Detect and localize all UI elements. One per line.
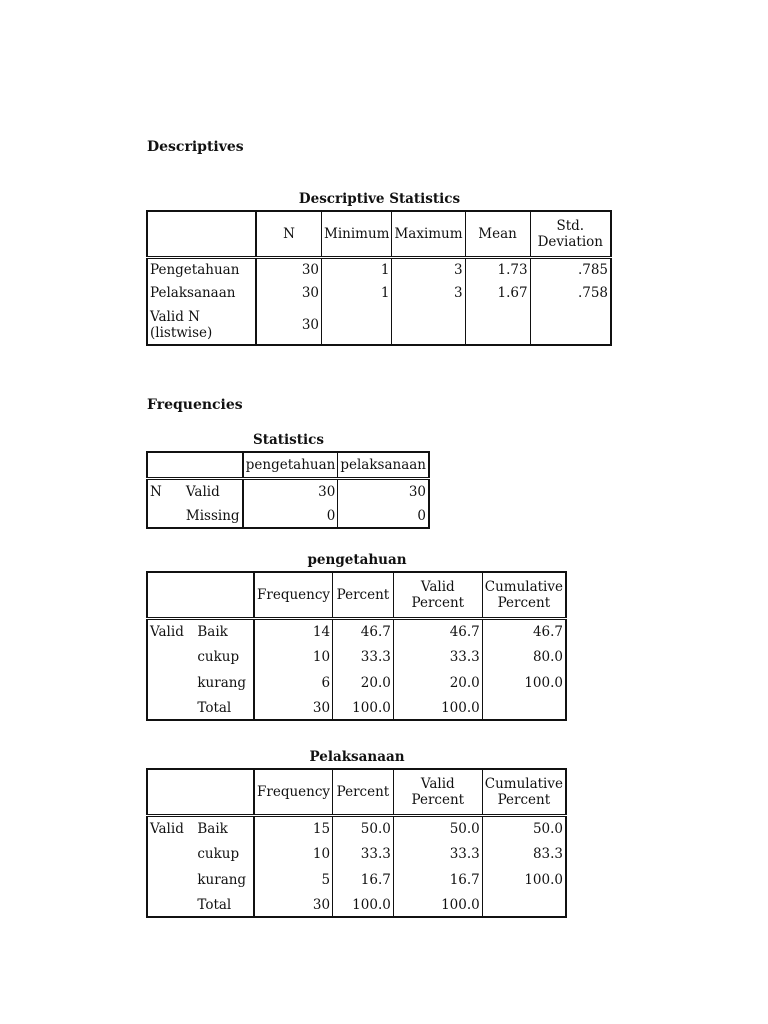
header-pelaksanaan: pelaksanaan [338,452,429,478]
cell-mean: 1.73 [465,257,530,281]
cell-valid-percent: 16.7 [393,867,482,893]
cell-valid-percent: 50.0 [393,815,482,841]
table-row [147,815,566,841]
header-cell-empty [184,452,243,478]
row-label-line1: Valid N [150,308,200,325]
header-frequency: Frequency [254,769,333,815]
cell-pelaksanaan: 0 [338,504,429,528]
header-maximum: Maximum [392,211,465,257]
cell-sd [530,305,611,345]
row-label: Total [197,699,232,716]
header-frequency: Frequency [254,572,333,618]
row-label: Pengetahuan [147,257,256,281]
cell-sd: .785 [530,257,611,281]
cell-percent: 33.3 [333,644,394,670]
row-label [147,305,256,345]
descriptive-statistics-title: Descriptive Statistics [298,191,461,207]
cell-percent: 16.7 [333,867,394,893]
row-group-label: Valid [147,618,195,644]
header-cell-empty [147,211,256,257]
header-cell-empty [147,572,195,618]
cell-frequency: 30 [254,893,333,917]
row-group-label: N [147,478,184,504]
statistics-title: Statistics [253,432,324,448]
row-group-label: Valid [147,815,195,841]
row-label: Pelaksanaan [150,285,236,301]
header-cell-empty [195,769,254,815]
cell-mean: 1.67 [465,281,530,305]
header-cumulative-percent [482,572,566,618]
row-group-label [147,696,195,720]
cell-frequency: 14 [254,618,333,644]
row-group-label [147,841,195,867]
header-std-deviation [530,211,611,257]
cell-frequency: 10 [254,841,333,867]
pengetahuan-frequency-table [146,571,567,721]
header-percent: Percent [333,769,394,815]
descriptives-heading: Descriptives [147,139,244,155]
header-valid-line1: Valid [420,775,455,792]
header-percent: Percent [333,572,394,618]
table-header-row [147,769,566,815]
cell-sd: .758 [530,281,611,305]
cell-n: 30 [256,281,322,305]
cell-frequency: 6 [254,670,333,696]
table-row [147,257,611,281]
cell-cumulative-percent: 100.0 [482,670,566,696]
cell-pelaksanaan: 30 [338,478,429,504]
header-valid-line2: Percent [411,791,465,808]
table-row [147,281,611,305]
cell-mean [465,305,530,345]
header-minimum: Minimum [322,211,392,257]
pelaksanaan-frequency-table [146,768,567,918]
cell-valid-percent: 46.7 [393,618,482,644]
table-row [147,696,566,720]
table-header-row [147,211,611,257]
cell-valid-percent: 33.3 [393,841,482,867]
cell-valid-percent: 33.3 [393,644,482,670]
table-row [147,644,566,670]
header-cum-line2: Percent [497,791,551,808]
cell-cumulative-percent [482,696,566,720]
cell-percent: 100.0 [333,893,394,917]
row-label: kurang [197,872,247,888]
header-cell-empty [147,452,184,478]
cell-pengetahuan: 0 [243,504,338,528]
header-cum-line1: Cumulative [484,775,563,792]
header-std-line2: Deviation [537,233,603,250]
header-mean: Mean [465,211,530,257]
row-label: Valid [184,478,243,504]
pelaksanaan-title: Pelaksanaan [309,749,405,765]
table-row [147,305,611,345]
descriptive-statistics-table [146,210,612,346]
cell-n: 30 [256,257,322,281]
cell-frequency: 10 [254,644,333,670]
cell-cumulative-percent: 83.3 [482,841,566,867]
row-label: Total [197,896,232,913]
row-group-label [147,867,195,893]
header-valid-line2: Percent [411,594,465,611]
cell-percent: 46.7 [333,618,394,644]
row-group-label [147,893,195,917]
cell-min: 1 [322,257,392,281]
header-pengetahuan: pengetahuan [243,452,338,478]
cell-max: 3 [392,281,465,305]
header-valid-percent [393,769,482,815]
table-row [147,504,429,528]
row-group-label [147,504,184,528]
row-label: Missing [185,507,240,524]
table-row [147,893,566,917]
table-row [147,841,566,867]
header-std-line1: Std. [556,217,585,234]
cell-cumulative-percent [482,893,566,917]
header-cumulative-percent [482,769,566,815]
row-label: kurang [197,675,247,691]
table-header-row [147,452,429,478]
cell-frequency: 30 [254,696,333,720]
cell-pengetahuan: 30 [243,478,338,504]
row-label: Baik [195,618,254,644]
cell-frequency: 5 [254,867,333,893]
cell-percent: 20.0 [333,670,394,696]
cell-percent: 33.3 [333,841,394,867]
row-label: cukup [197,846,240,862]
cell-min: 1 [322,281,392,305]
header-cell-empty [147,769,195,815]
header-valid-percent [393,572,482,618]
cell-valid-percent: 20.0 [393,670,482,696]
pengetahuan-title: pengetahuan [307,552,407,568]
cell-n: 30 [256,305,322,345]
header-n: N [256,211,322,257]
table-row [147,867,566,893]
cell-cumulative-percent: 50.0 [482,815,566,841]
row-group-label [147,670,195,696]
header-cum-line2: Percent [497,594,551,611]
cell-valid-percent: 100.0 [393,893,482,917]
cell-percent: 50.0 [333,815,394,841]
cell-cumulative-percent: 100.0 [482,867,566,893]
row-label: cukup [197,649,240,665]
row-group-label [147,644,195,670]
frequencies-heading: Frequencies [147,397,243,413]
row-label-line2: (listwise) [150,324,213,341]
header-cum-line1: Cumulative [484,578,563,595]
statistics-table [146,451,430,529]
cell-valid-percent: 100.0 [393,696,482,720]
row-label: Baik [195,815,254,841]
table-header-row [147,572,566,618]
table-row [147,478,429,504]
table-row [147,618,566,644]
table-row [147,670,566,696]
header-cell-empty [195,572,254,618]
cell-frequency: 15 [254,815,333,841]
cell-cumulative-percent: 80.0 [482,644,566,670]
cell-percent: 100.0 [333,696,394,720]
header-valid-line1: Valid [420,578,455,595]
cell-max: 3 [392,257,465,281]
cell-max [392,305,465,345]
cell-min [322,305,392,345]
cell-cumulative-percent: 46.7 [482,618,566,644]
